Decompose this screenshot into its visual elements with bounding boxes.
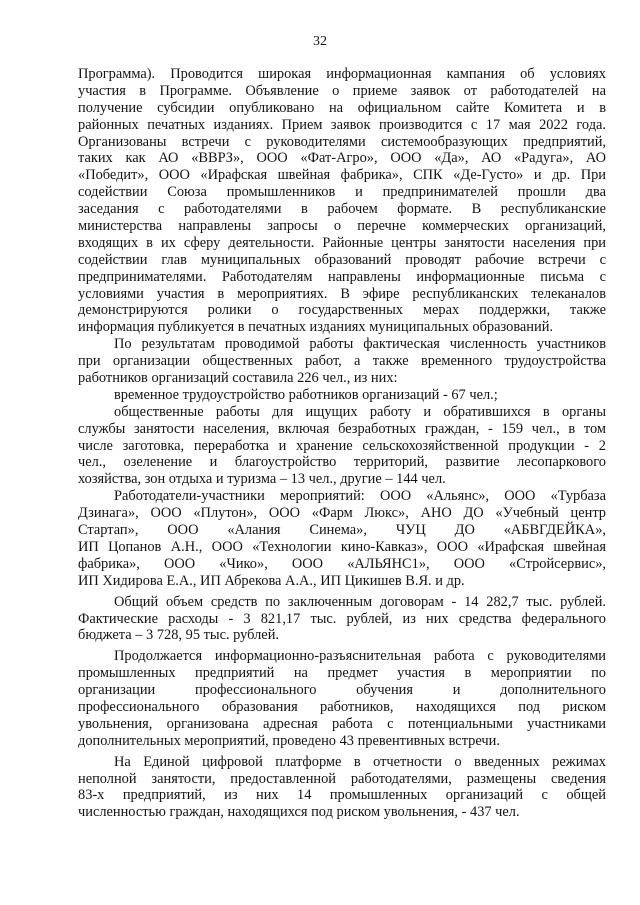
text-line: численностью граждан, находящихся под риском увольнения, - 437 чел.	[78, 804, 520, 821]
text-line: По результатам проводимой работы фактическая численность участников	[114, 336, 606, 353]
text-line: неполной занятости, предоставленной работодателями, размещены сведения	[78, 770, 606, 787]
text-line: хозяйства, зон отдыха и туризма – 13 чел., другие – 144 чел.	[78, 471, 446, 488]
text-line: при организации общественных работ, а также временного трудоустройства	[78, 353, 606, 370]
text-line: Работодатели-участники мероприятий: ООО «Альянс», ООО «Турбаза	[114, 488, 606, 505]
text-line: фабрика», ООО «Чико», ООО «АЛЬЯНС1», ООО «Стройсервис»,	[78, 555, 606, 572]
text-line: демонстрируются ролики о государственных мерах поддержки, также	[78, 302, 606, 319]
page-number: 32	[313, 34, 327, 49]
text-line: получение субсидии опубликовано на официальном сайте Комитета и в	[78, 99, 606, 116]
text-line: «Победит», ООО «Ирафская швейная фабрика», СПК «Де-Густо» и др. При	[78, 167, 606, 184]
text-line: предпринимателями. Работодателям направлены информационные письма с	[78, 268, 606, 285]
text-line: министерства направлены запросы о перечне коммерческих организаций,	[78, 218, 606, 235]
text-line: содействии Союза промышленников и предпринимателей прошли два	[78, 184, 606, 201]
text-line: информация публикуется в печатных изданиях муниципальных образований.	[78, 319, 554, 336]
text-line: увольнения, организована адресная работа с потенциальными участниками	[78, 715, 606, 732]
text-line: временное трудоустройство работников организаций - 67 чел.;	[114, 386, 498, 403]
paragraph	[78, 387, 606, 404]
paragraph	[78, 754, 606, 822]
document-body	[78, 66, 606, 821]
text-line: районных печатных изданиях. Прием заявок производится с 17 мая 2022 года.	[78, 116, 606, 133]
paragraph	[78, 594, 606, 645]
text-line: чел., озеленение и благоустройство территорий, развитие лесопаркового	[78, 454, 606, 471]
paragraph	[78, 648, 606, 749]
text-line: 83-х предприятий, из них 14 промышленных организаций с общей	[78, 787, 606, 804]
text-line: Программа). Проводится широкая информационная кампания об условиях	[78, 66, 606, 82]
text-line: Общий объем средств по заключенным договорам - 14 282,7 тыс. рублей.	[114, 593, 606, 610]
text-line: Дзинага», ООО «Плутон», ООО «Фарм Люкс», АНО ДО «Учебный центр	[78, 505, 606, 522]
text-line: участия в Программе. Объявление о приеме заявок от работодателей на	[78, 82, 606, 99]
text-line: общественные работы для ищущих работу и обратившихся в органы	[114, 403, 606, 420]
text-line: ИП Цопанов А.Н., ООО «Технологии кино-Кавказ», ООО «Ирафская швейная	[78, 538, 606, 555]
text-line: Фактические расходы - 3 821,17 тыс. рублей, из них средства федерального	[78, 610, 606, 627]
paragraph	[78, 404, 606, 488]
text-line: таких как АО «ВВРЗ», ООО «Фат-Агро», ООО «Да», АО «Радуга», АО	[78, 150, 606, 167]
text-line: содействии глав муниципальных образований проводят рабочие встречи с	[78, 251, 606, 268]
text-line: Стартап», ООО «Алания Синема», ЧУЦ ДО «АБВГДЕЙКА»,	[78, 522, 606, 539]
text-line: службы занятости населения, включая безработных граждан, - 159 чел., в том	[78, 420, 606, 437]
text-line: условиями участия в мероприятиях. В эфире республиканских телеканалов	[78, 285, 606, 302]
text-line: заседания с работодателями в рабочем формате. В республиканские	[78, 201, 606, 218]
text-line: организации профессионального обучения и дополнительного	[78, 682, 606, 699]
paragraph	[78, 66, 606, 336]
text-line: работников организаций составила 226 чел., из них:	[78, 370, 398, 387]
text-line: бюджета – 3 728, 95 тыс. рублей.	[78, 627, 279, 644]
text-line: Организованы встречи с руководителями системообразующих предприятий,	[78, 133, 606, 150]
text-line: ИП Хидирова Е.А., ИП Абрекова А.А., ИП Цикишев В.Я. и др.	[78, 572, 465, 589]
text-line: профессионального образования работников, находящихся под риском	[78, 698, 606, 715]
text-line: На Единой цифровой платформе в отчетности о введенных режимах	[114, 753, 606, 770]
paragraph	[78, 336, 606, 387]
text-line: входящих в их сферу деятельности. Районные центры занятости населения при	[78, 234, 606, 251]
text-line: промышленных предприятий на предмет участия в мероприятии по	[78, 665, 606, 682]
text-line: Продолжается информационно-разъяснительная работа с руководителями	[114, 648, 606, 665]
text-line: числе заготовка, переработка и хранение сельскохозяйственной продукции - 2	[78, 437, 606, 454]
text-line: дополнительных мероприятий, проведено 43 превентивных встречи.	[78, 732, 500, 749]
paragraph	[78, 488, 606, 589]
